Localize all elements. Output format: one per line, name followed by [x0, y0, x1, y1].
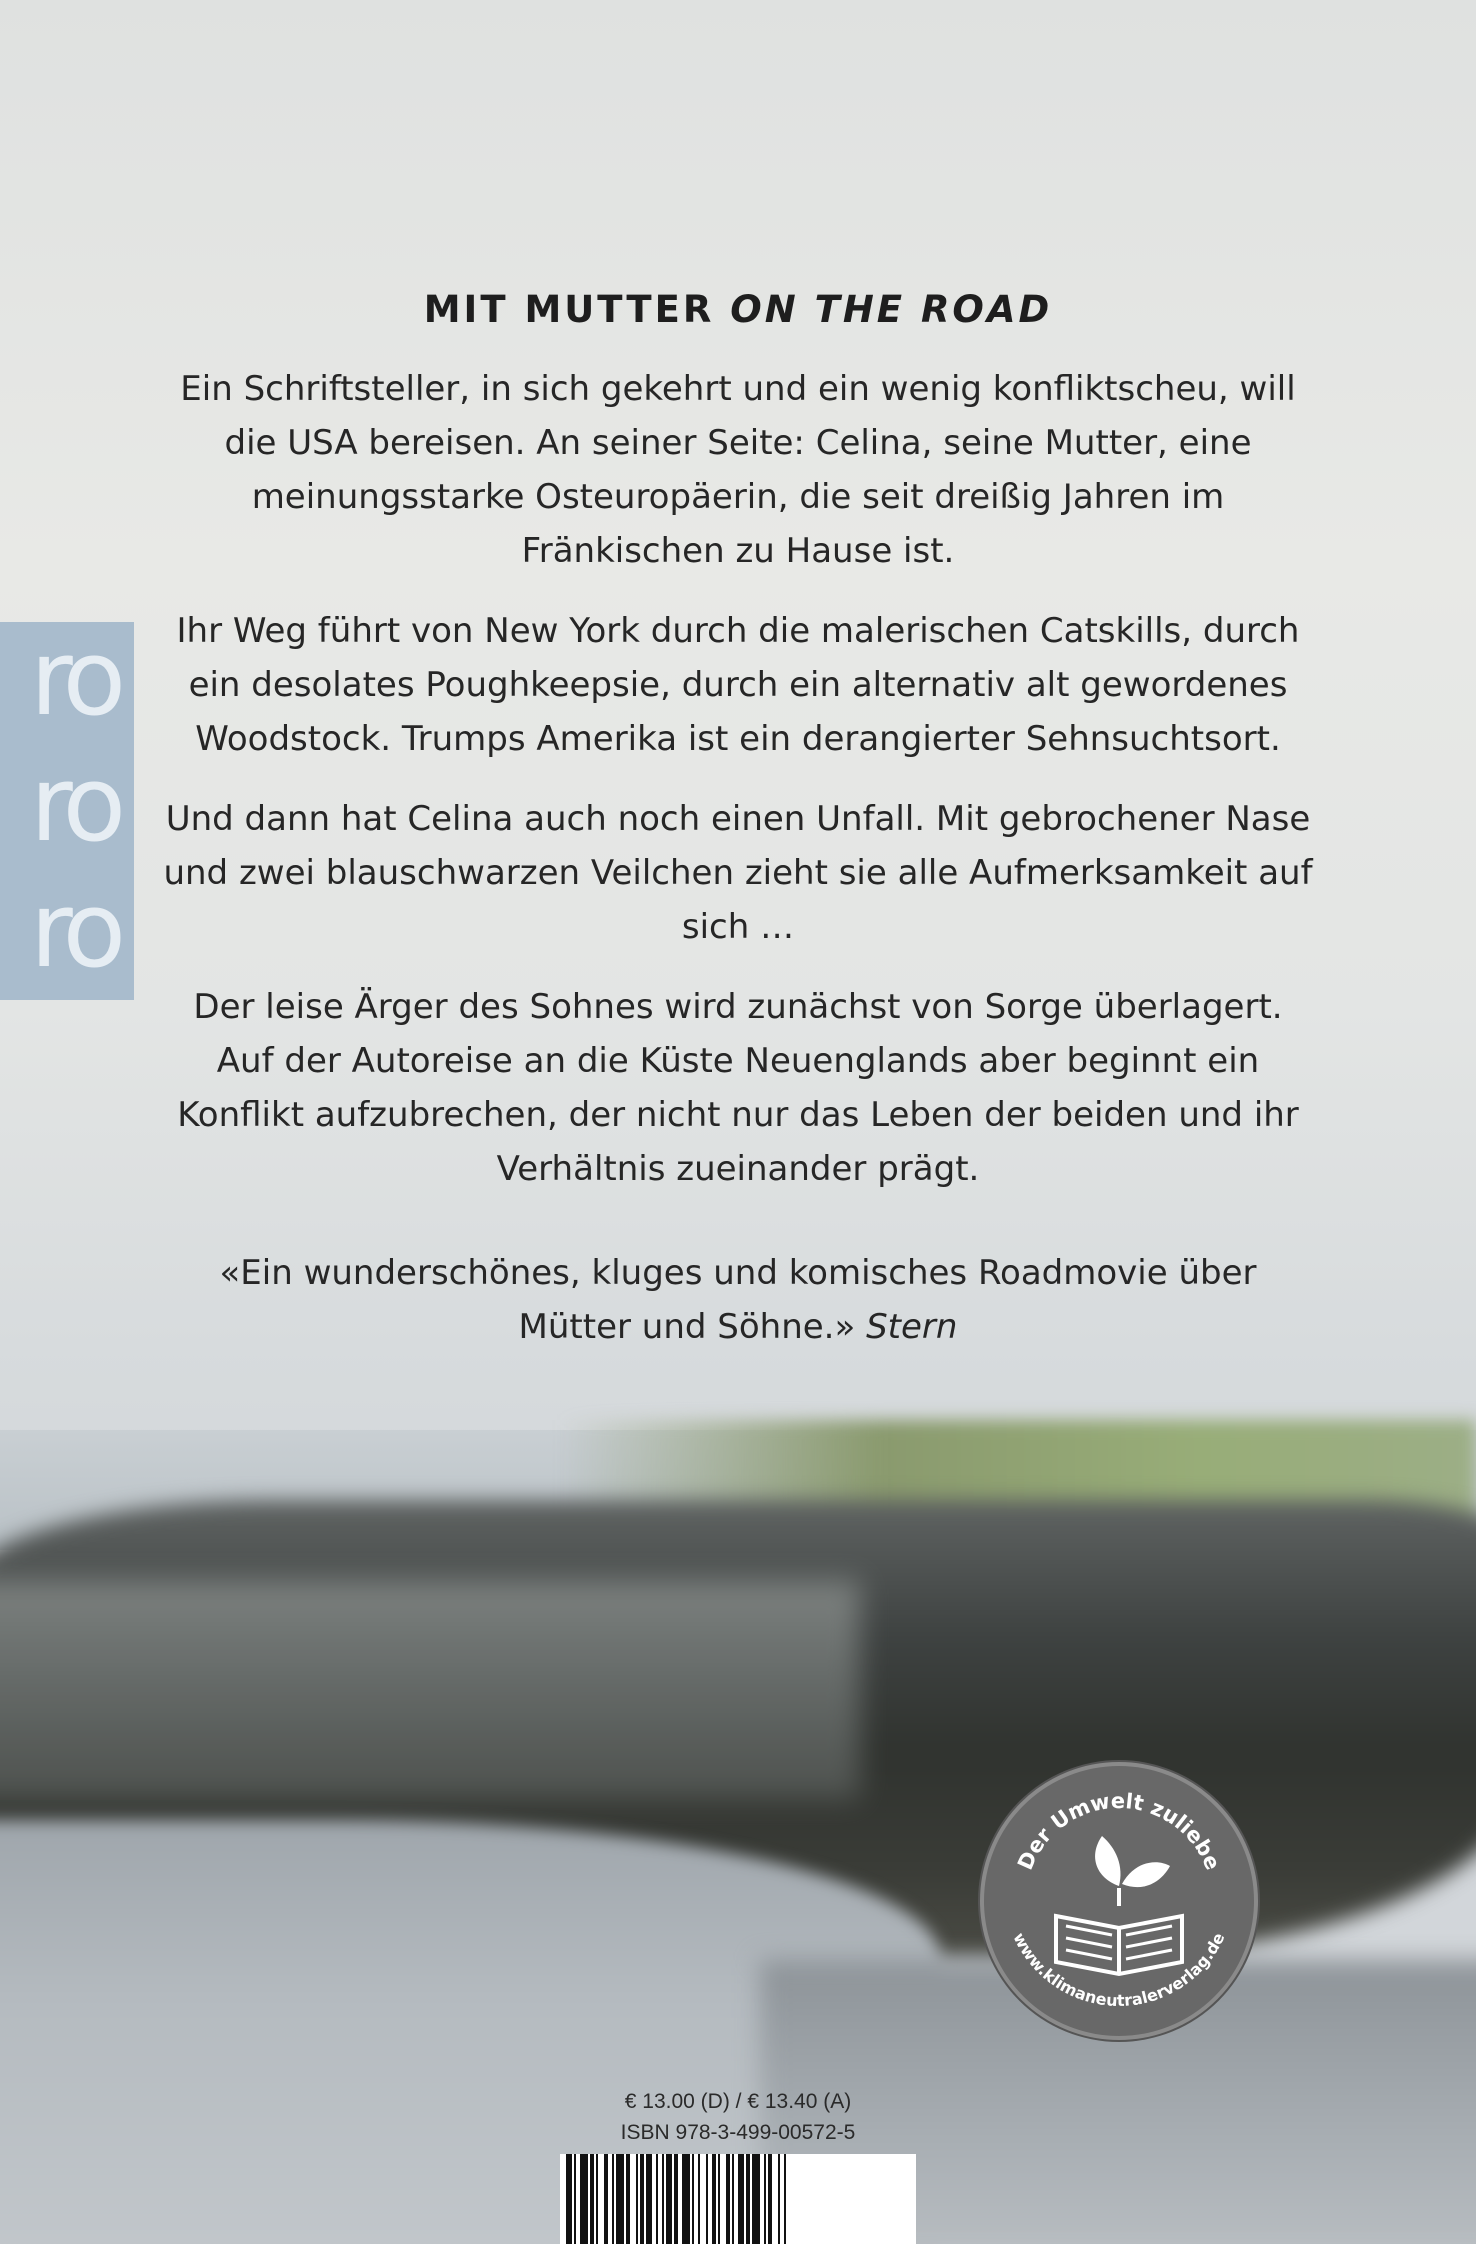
badge-bottom-text: www.klimaneutralerverlag.de [1009, 1929, 1229, 2011]
rororo-line-1: ro [30, 617, 119, 739]
barcode-bar [616, 2154, 624, 2244]
barcode-bar [778, 2154, 780, 2244]
isbn-line: ISBN 978-3-499-00572-5 [620, 2121, 856, 2144]
barcode-bar [752, 2154, 760, 2244]
coast-midground [0, 1580, 860, 1800]
barcode-bar [596, 2154, 598, 2244]
barcode-bar [636, 2154, 638, 2244]
barcode-bar [738, 2154, 744, 2244]
barcode-bar [626, 2154, 630, 2244]
blurb-paragraph-2: Ihr Weg führt von New York durch die malerischen Catskills, durch ein desolates Poughkeepsie, durch ein alternativ alt gewordenes Woodstock. Trumps Amerika ist ein derangierter Sehnsuchtsort. [176, 611, 1300, 759]
blurb-heading [160, 280, 1316, 340]
barcode-bar [698, 2154, 700, 2244]
barcode-bar [590, 2154, 594, 2244]
press-quote [160, 1246, 1316, 1354]
eco-badge-graphic [984, 1766, 1254, 2036]
barcode-bar [712, 2154, 716, 2244]
blurb-paragraph-1: Ein Schriftsteller, in sich gekehrt und ein wenig konfliktscheu, will die USA bereisen. An seiner Seite: Celina, seine Mutter, eine meinungsstarke Osteuropäerin, die seit dreißig Jahren im Fränkischen zu Hause ist. [180, 369, 1296, 571]
heading-italic: ON THE ROAD [730, 288, 1053, 331]
barcode-bar [674, 2154, 678, 2244]
barcode-bar [662, 2154, 664, 2244]
barcode-bar [692, 2154, 694, 2244]
badge-top-text: Der Umwelt zuliebe [1013, 1788, 1225, 1874]
blurb-paragraph-3: Und dann hat Celina auch noch einen Unfall. Mit gebrochener Nase und zwei blauschwarzen Veilchen zieht sie alle Aufmerksamkeit auf sich … [163, 799, 1313, 947]
barcode-bar [566, 2154, 572, 2244]
price-line: € 13.00 (D) / € 13.40 (A) [624, 2090, 852, 2113]
rororo-logo [0, 617, 134, 1000]
barcode-bar [732, 2154, 734, 2244]
blurb [160, 280, 1316, 1354]
blurb-paragraph-4: Der leise Ärger des Sohnes wird zunächst von Sorge überlagert. Auf der Autoreise an die Küste Neuenglands aber beginnt ein Konflikt aufzubrechen, der nicht nur das Leben der beiden und ihr Verhältnis zueinander prägt. [177, 987, 1299, 1189]
barcode-bar [682, 2154, 690, 2244]
leaf-book-icon [1056, 1836, 1182, 1974]
rororo-line-2: ro [30, 743, 119, 865]
barcode-bar [646, 2154, 652, 2244]
eco-badge [980, 1762, 1258, 2040]
quote-text: «Ein wunderschönes, kluges und komisches Roadmovie über Mütter und Söhne.» [219, 1253, 1257, 1347]
rororo-line-3: ro [30, 869, 119, 991]
barcode-graphic [566, 2154, 910, 2244]
barcode-bar [604, 2154, 608, 2244]
quote-source: Stern [866, 1307, 958, 1347]
barcode-bar [574, 2154, 576, 2244]
barcode-bar [768, 2154, 772, 2244]
barcode-bar [706, 2154, 708, 2244]
barcode-bar [612, 2154, 614, 2244]
barcode-bar [580, 2154, 588, 2244]
barcode [560, 2154, 916, 2244]
barcode-bar [666, 2154, 672, 2244]
barcode-bar [656, 2154, 658, 2244]
barcode-bar [764, 2154, 766, 2244]
heading-main: MIT MUTTER [423, 288, 731, 331]
barcode-bar [718, 2154, 720, 2244]
price-info [560, 2086, 916, 2148]
barcode-bar [746, 2154, 750, 2244]
barcode-bar [640, 2154, 644, 2244]
barcode-bar [784, 2154, 786, 2244]
barcode-bar [726, 2154, 730, 2244]
